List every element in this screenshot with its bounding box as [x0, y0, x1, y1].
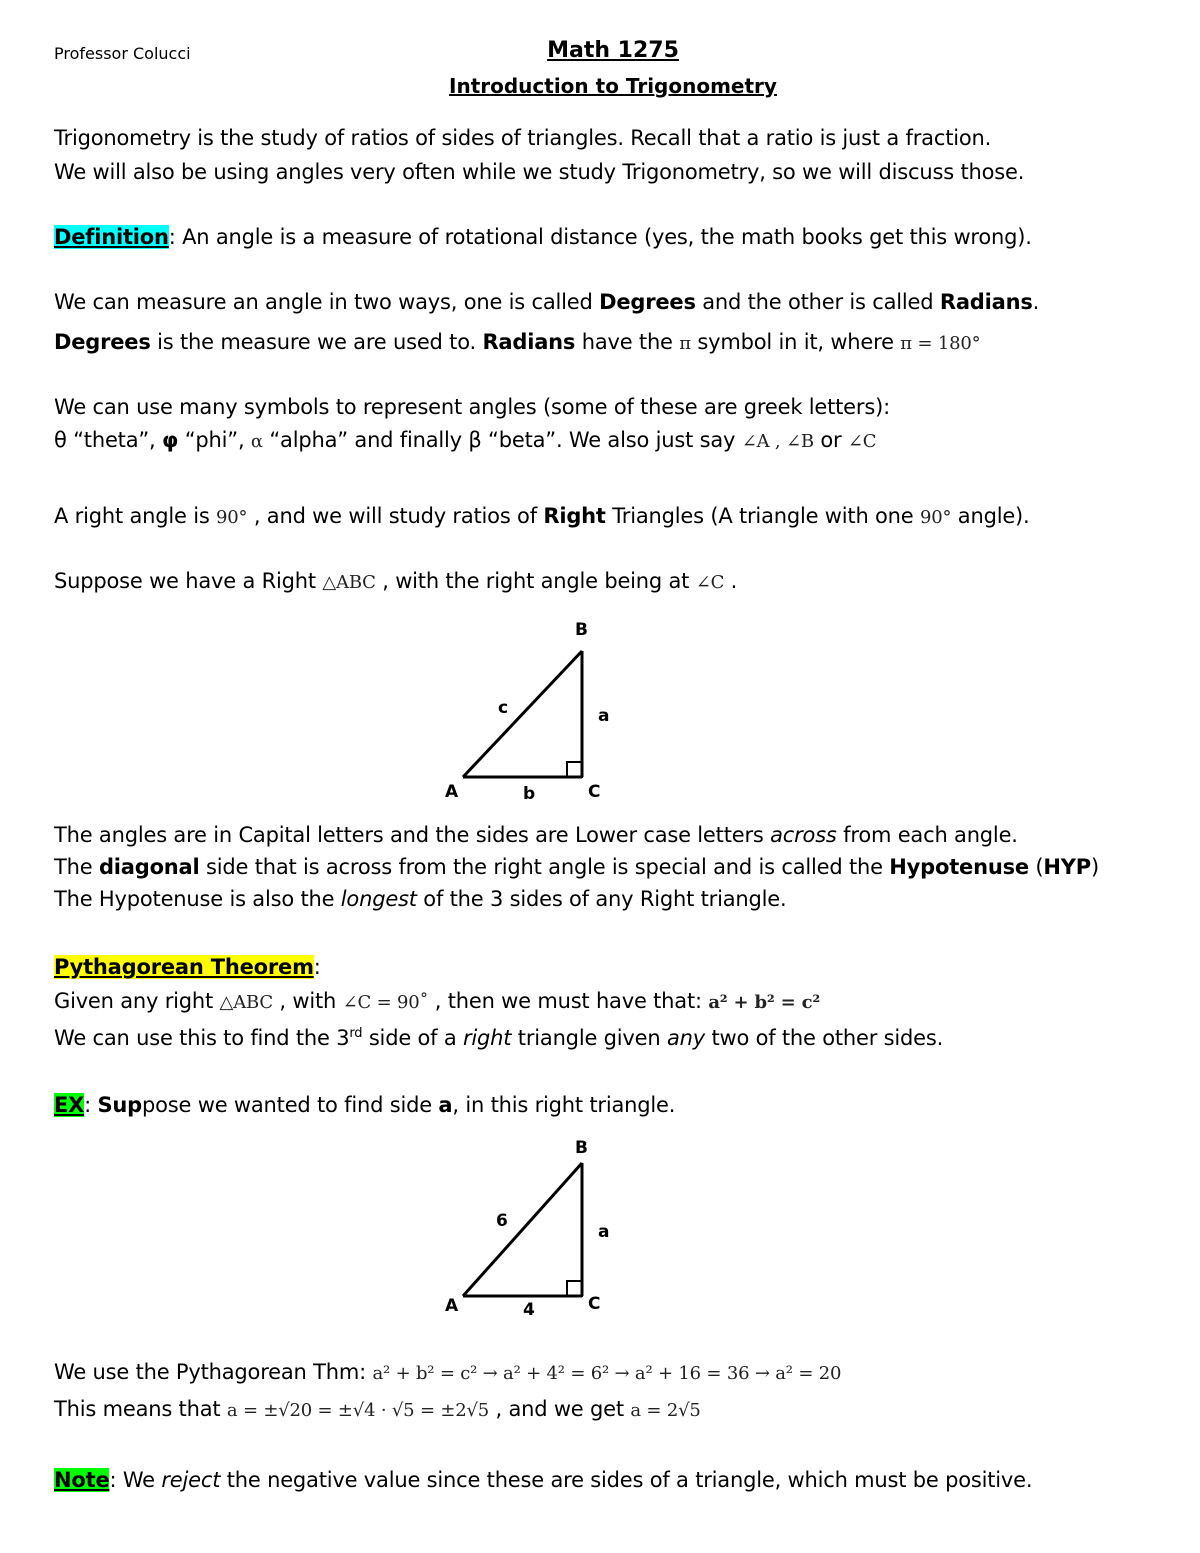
- text: Suppose we have a Right: [54, 569, 323, 593]
- emphasis-across: across: [770, 823, 837, 847]
- work-line-2: [54, 1397, 701, 1421]
- term-hyp: HYP: [1043, 855, 1091, 879]
- emphasis-reject: reject: [161, 1468, 221, 1492]
- term-radians: Radians: [939, 290, 1033, 314]
- term-radians: Radians: [482, 330, 576, 354]
- example-line: [54, 1093, 675, 1117]
- triangle-diagram-1: [430, 615, 650, 810]
- text: , and we get: [489, 1397, 631, 1421]
- text: “phi”,: [178, 428, 251, 452]
- example-label: EX: [54, 1093, 85, 1117]
- text: The Hypotenuse is also the: [54, 887, 341, 911]
- right-angle-marker: [567, 1281, 582, 1296]
- vertex-c-label: C: [588, 1294, 601, 1314]
- emphasis-right: right: [462, 1026, 512, 1050]
- text: (: [1028, 855, 1044, 879]
- side-a-label: a: [598, 1222, 610, 1242]
- side-c-label: 6: [496, 1211, 508, 1231]
- angle-symbols: ∠A , ∠B: [741, 431, 814, 452]
- course-title: Math 1275: [547, 38, 679, 63]
- vertex-b-label: B: [575, 1138, 588, 1158]
- side-b-label: b: [523, 784, 536, 804]
- angle-c-equation: ∠C = 90˚: [342, 992, 429, 1013]
- side-a-bold: a: [438, 1093, 453, 1117]
- symbols-line-2: [54, 428, 876, 452]
- pythagorean-formula: a² + b² = c²: [708, 992, 821, 1013]
- hypotenuse-line: [463, 1163, 582, 1296]
- text: θ “theta”,: [54, 428, 162, 452]
- radical-simplification: a = ±√20 = ±√4 · √5 = ±2√5: [226, 1400, 490, 1421]
- text: :: [84, 1093, 98, 1117]
- author-name: Professor Colucci: [54, 44, 191, 63]
- pythagorean-heading: [54, 955, 321, 979]
- text: the negative value since these are sides of a triangle, which must be positive.: [220, 1468, 1033, 1492]
- angle-c-symbol: ∠C: [695, 572, 725, 593]
- ordinal-suffix: rd: [349, 1026, 363, 1041]
- text: ): [1091, 855, 1099, 879]
- text: from each angle.: [836, 823, 1018, 847]
- angles-line-1: [54, 823, 1018, 847]
- pythagorean-line-1: [54, 989, 820, 1013]
- side-b-label: 4: [523, 1300, 535, 1320]
- intro-line-2: We will also be using angles very often while we study Trigonometry, so we will discuss those.: [54, 160, 1025, 184]
- text: , then we must have that:: [428, 989, 709, 1013]
- text: , with: [272, 989, 343, 1013]
- alpha-symbol: α: [250, 431, 263, 452]
- note-label: Note: [54, 1468, 110, 1492]
- vertex-a-label: A: [445, 782, 459, 802]
- text: , with the right angle being at: [375, 569, 696, 593]
- ninety-degrees: 90°: [920, 507, 952, 528]
- text: A right angle is: [54, 504, 217, 528]
- vertex-a-label: A: [445, 1296, 459, 1316]
- definition-label: Definition: [54, 225, 169, 249]
- side-c-label: c: [498, 698, 509, 718]
- right-angle-line: [54, 504, 1030, 528]
- document-title: Introduction to Trigonometry: [449, 74, 777, 98]
- text: , and we will study ratios of: [247, 504, 544, 528]
- pythagorean-label: Pythagorean Theorem: [54, 955, 314, 979]
- text: symbol in it, where: [690, 330, 901, 354]
- work-line-1: [54, 1360, 841, 1384]
- text: angle).: [951, 504, 1030, 528]
- pi-equation: π = 180°: [900, 333, 981, 354]
- text: The angles are in Capital letters and the sides are Lower case letters: [54, 823, 771, 847]
- vertex-c-label: C: [588, 782, 601, 802]
- text: Given any right: [54, 989, 220, 1013]
- text: side that is across from the right angle is special and is called the: [199, 855, 890, 879]
- right-angle-marker: [567, 762, 582, 777]
- definition-text: : An angle is a measure of rotational distance (yes, the math books get this wrong).: [168, 225, 1032, 249]
- text: “alpha” and finally β “beta”. We also just say: [262, 428, 742, 452]
- emphasis-longest: longest: [340, 887, 417, 911]
- text: triangle given: [511, 1026, 667, 1050]
- phi-symbol: φ: [162, 428, 179, 452]
- text: is the measure we are used to.: [150, 330, 483, 354]
- pythagorean-work: a² + b² = c² → a² + 4² = 6² → a² + 16 = 36 → a² = 20: [372, 1363, 842, 1384]
- angle-c-symbol: ∠C: [847, 431, 877, 452]
- text: : We: [109, 1468, 162, 1492]
- text: .: [724, 569, 738, 593]
- term-degrees: Degrees: [599, 290, 696, 314]
- angles-line-2: [54, 855, 1099, 879]
- text: We can use this to find the 3: [54, 1026, 350, 1050]
- definition-paragraph: [54, 225, 1032, 249]
- text: two of the other sides.: [704, 1026, 944, 1050]
- text: side of a: [362, 1026, 463, 1050]
- pi-symbol: π: [679, 333, 691, 354]
- text: and the other is called: [695, 290, 940, 314]
- triangle-abc: △ABC: [322, 572, 376, 593]
- text: We use the Pythagorean Thm:: [54, 1360, 373, 1384]
- text: We can measure an angle in two ways, one is called: [54, 290, 600, 314]
- final-answer: a = 2√5: [630, 1400, 701, 1421]
- pythagorean-line-2: [54, 1026, 943, 1050]
- text: of the 3 sides of any Right triangle.: [416, 887, 787, 911]
- emphasis-any: any: [666, 1026, 705, 1050]
- text: , in this right triangle.: [452, 1093, 676, 1117]
- term-right: Right: [543, 504, 606, 528]
- note-line: [54, 1468, 1032, 1492]
- text: :: [313, 955, 321, 979]
- hypotenuse-line: [463, 651, 582, 777]
- angles-line-3: [54, 887, 786, 911]
- text: Triangles (A triangle with one: [605, 504, 920, 528]
- text: This means that: [54, 1397, 227, 1421]
- triangle-abc: △ABC: [219, 992, 273, 1013]
- text: .: [1032, 290, 1040, 314]
- text: pose we wanted to find side: [142, 1093, 439, 1117]
- suppose-line: [54, 569, 737, 593]
- triangle-diagram-2: [430, 1133, 650, 1328]
- measure-line-2: [54, 330, 980, 354]
- text-bold: Sup: [97, 1093, 143, 1117]
- vertex-b-label: B: [575, 620, 588, 640]
- term-hypotenuse: Hypotenuse: [889, 855, 1029, 879]
- side-a-label: a: [598, 706, 610, 726]
- symbols-line-1: We can use many symbols to represent angles (some of these are greek letters):: [54, 395, 890, 419]
- intro-line-1: Trigonometry is the study of ratios of sides of triangles. Recall that a ratio is just a fraction.: [54, 126, 992, 150]
- term-degrees: Degrees: [54, 330, 151, 354]
- text: or: [813, 428, 848, 452]
- measure-line-1: [54, 290, 1039, 314]
- text: have the: [575, 330, 680, 354]
- text: The: [54, 855, 99, 879]
- term-diagonal: diagonal: [98, 855, 200, 879]
- ninety-degrees: 90°: [216, 507, 248, 528]
